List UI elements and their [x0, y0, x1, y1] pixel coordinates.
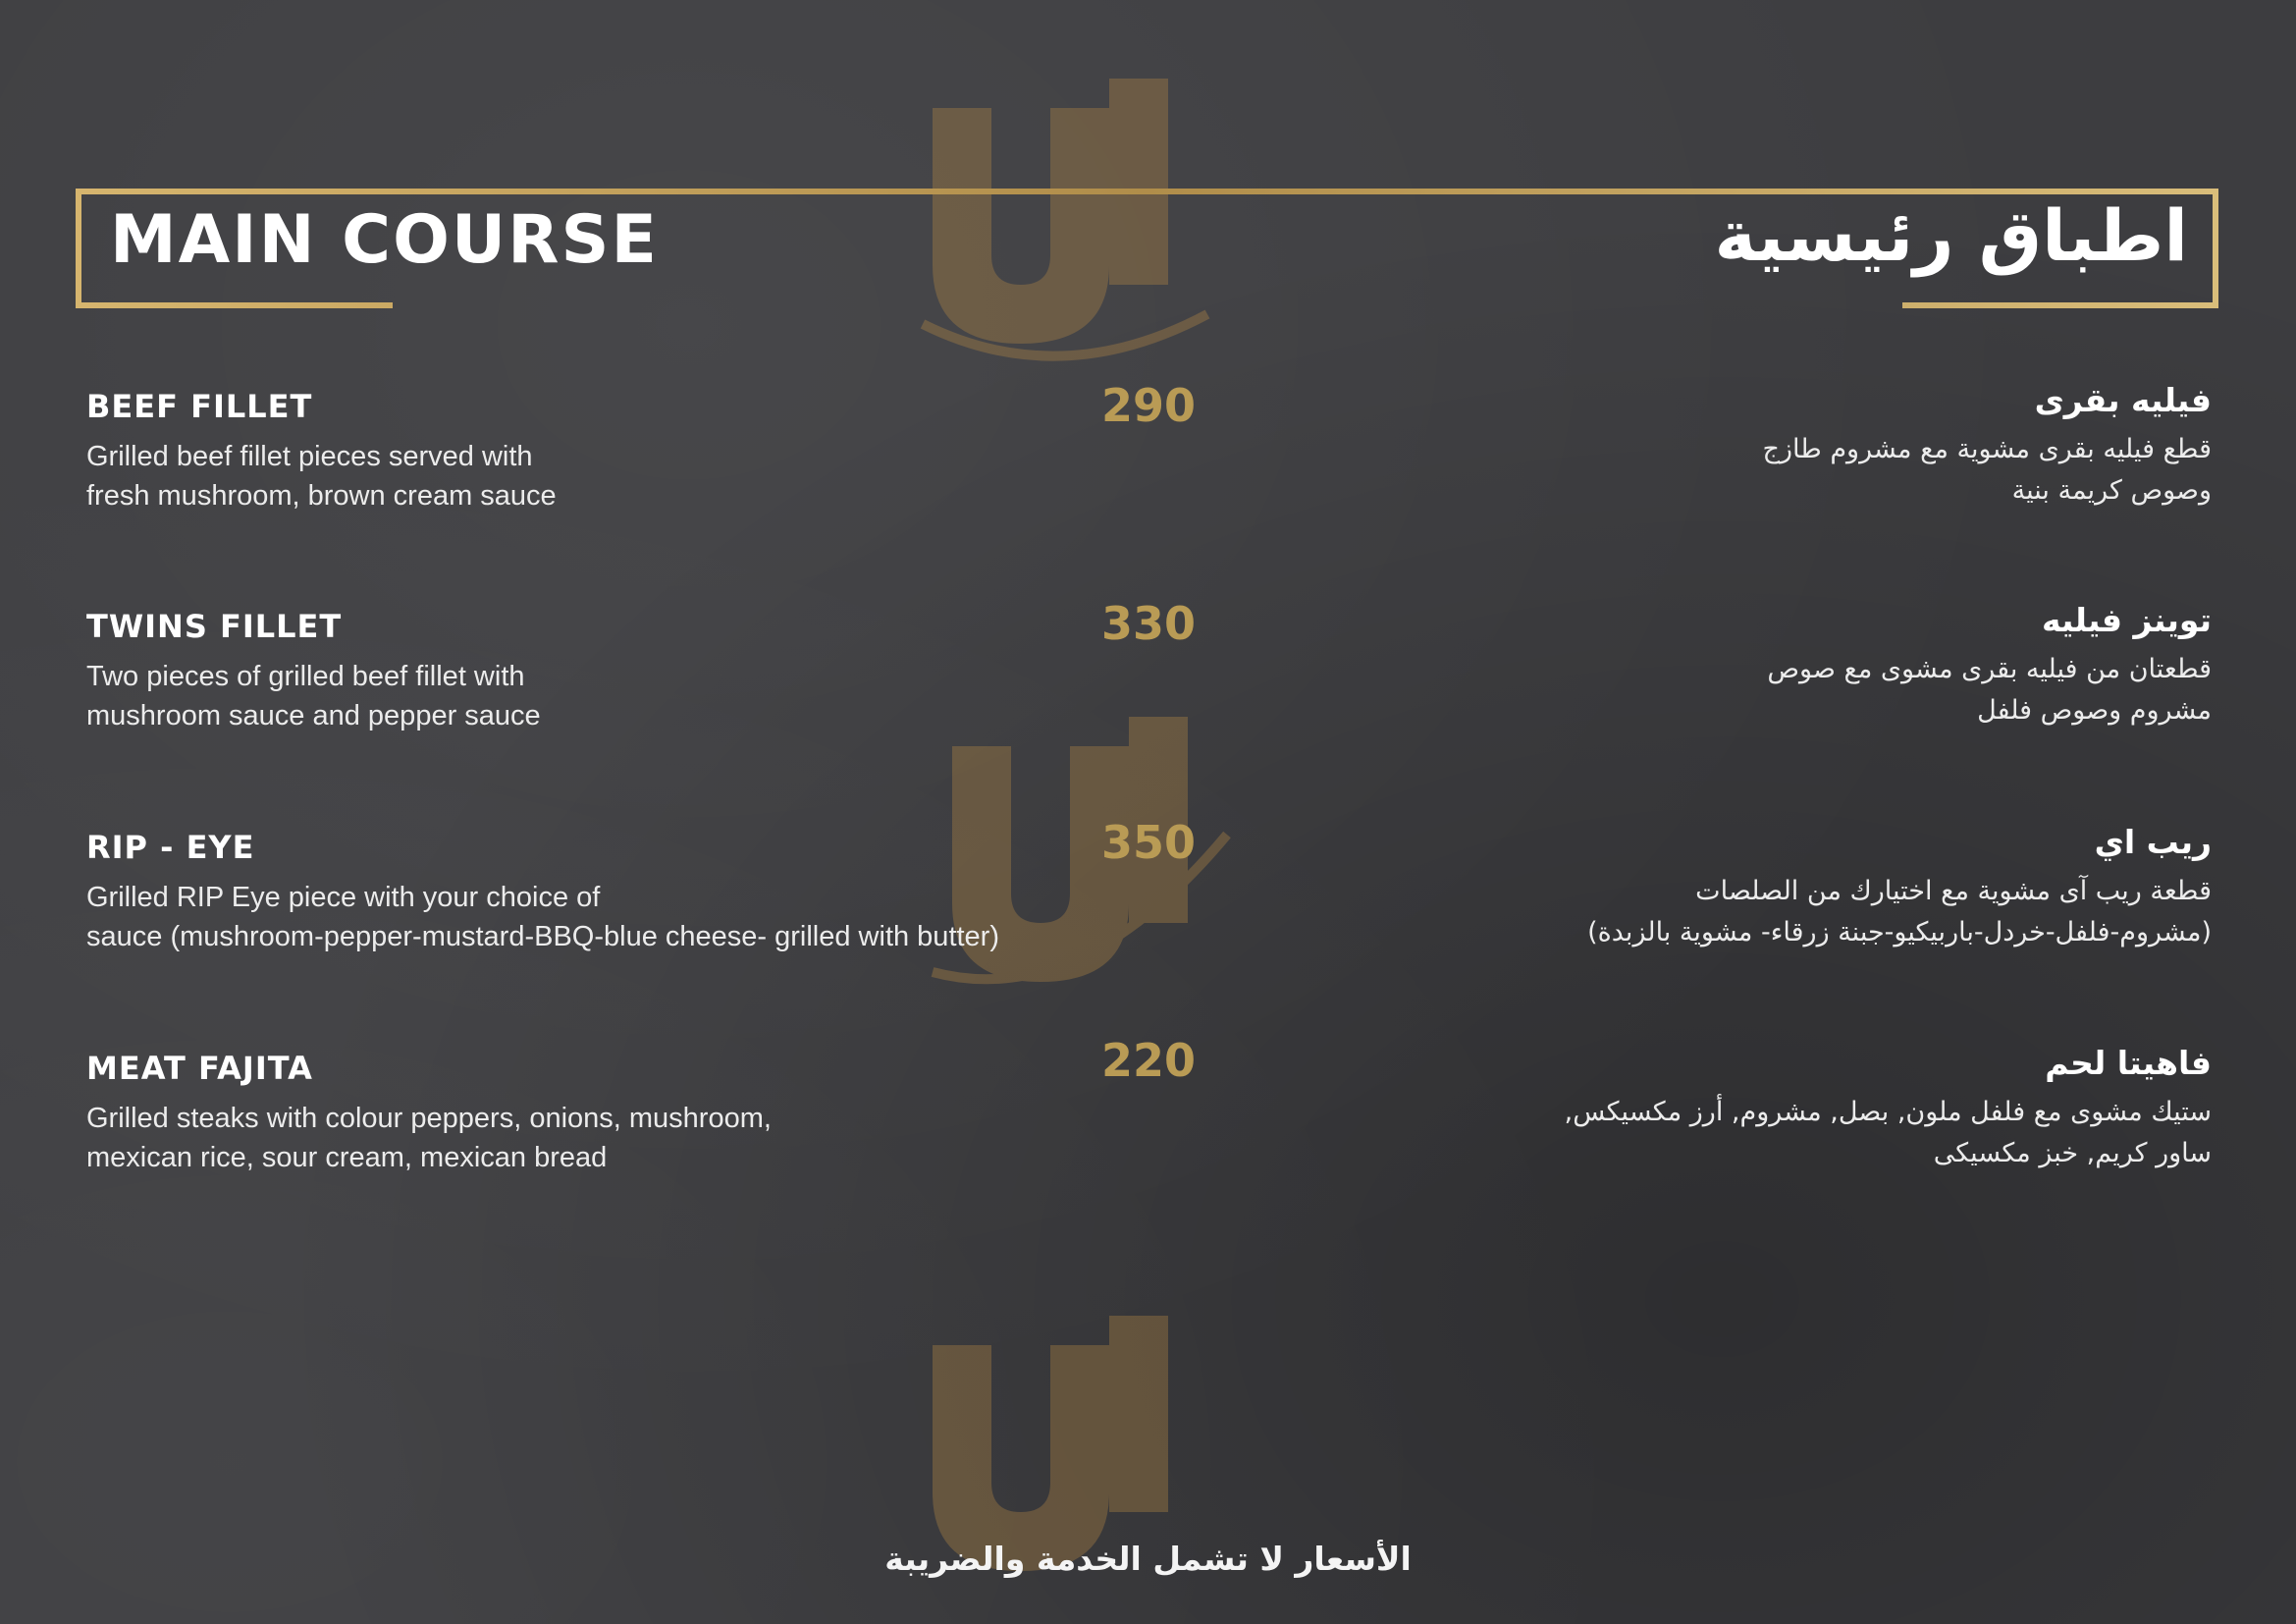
page-title-en: MAIN COURSE [110, 201, 659, 279]
menu-item-ar [1230, 1044, 2212, 1174]
item-name-ar: توينز فيليه [2042, 601, 2212, 639]
menu-item-en [86, 388, 1117, 515]
item-desc-ar-line-2: (مشروم-فلفل-خردل-باربيكيو-جبنة زرقاء- مشوية بالزبدة) [1587, 917, 2212, 947]
item-desc-en-line-1: Two pieces of grilled beef fillet with [86, 661, 525, 692]
menu-item-en [86, 829, 1117, 956]
item-desc-ar-line-1: قطع فيليه بقرى مشوية مع مشروم طازج [1762, 434, 2212, 464]
item-name-ar: فيليه بقرى [2034, 381, 2212, 419]
item-price: 290 [1101, 379, 1197, 432]
item-desc-en-line-1: Grilled RIP Eye piece with your choice of [86, 882, 601, 913]
menu-item-ar [1230, 601, 2212, 731]
item-desc-en-line-1: Grilled steaks with colour peppers, onions, mushroom, [86, 1103, 772, 1134]
item-price: 220 [1101, 1034, 1197, 1087]
menu-item-ar [1230, 823, 2212, 953]
item-desc-ar-line-2: وصوص كريمة بنية [2011, 475, 2212, 506]
item-price: 350 [1101, 816, 1197, 869]
menu-item-en [86, 608, 1117, 735]
item-name-ar: فاهيتا لحم [2045, 1044, 2212, 1082]
item-name-en: RIP - EYE [86, 829, 255, 866]
item-desc-ar-line-1: قطعتان من فيليه بقرى مشوى مع صوص [1767, 654, 2212, 684]
item-desc-en-line-2: mexican rice, sour cream, mexican bread [86, 1142, 608, 1173]
item-desc-ar-line-2: ساور كريم, خبز مكسيكى [1933, 1138, 2212, 1168]
item-desc-ar-line-1: ستيك مشوى مع فلفل ملون, بصل, مشروم, أرز مكسيكس, [1564, 1097, 2212, 1127]
menu-item-ar [1230, 381, 2212, 512]
item-price: 330 [1101, 597, 1197, 650]
menu-item-en [86, 1050, 1117, 1177]
item-desc-ar-line-2: مشروم وصوص فلفل [1977, 695, 2212, 726]
item-name-en: TWINS FILLET [86, 608, 343, 645]
page-title-ar: اطباق رئيسية [1714, 194, 2188, 277]
item-name-en: MEAT FAJITA [86, 1050, 313, 1087]
item-desc-en-line-1: Grilled beef fillet pieces served with [86, 441, 533, 472]
item-desc-en-line-2: sauce (mushroom-pepper-mustard-BBQ-blue cheese- grilled with butter) [86, 921, 999, 952]
item-desc-ar-line-1: قطعة ريب آى مشوية مع اختيارك من الصلصات [1695, 876, 2212, 906]
item-desc-en-line-2: mushroom sauce and pepper sauce [86, 700, 541, 731]
item-name-ar: ريب اي [2094, 823, 2212, 861]
item-desc-en-line-2: fresh mushroom, brown cream sauce [86, 480, 557, 512]
footer-note: الأسعار لا تشمل الخدمة والضريبة [884, 1540, 1412, 1578]
item-name-en: BEEF FILLET [86, 388, 313, 425]
